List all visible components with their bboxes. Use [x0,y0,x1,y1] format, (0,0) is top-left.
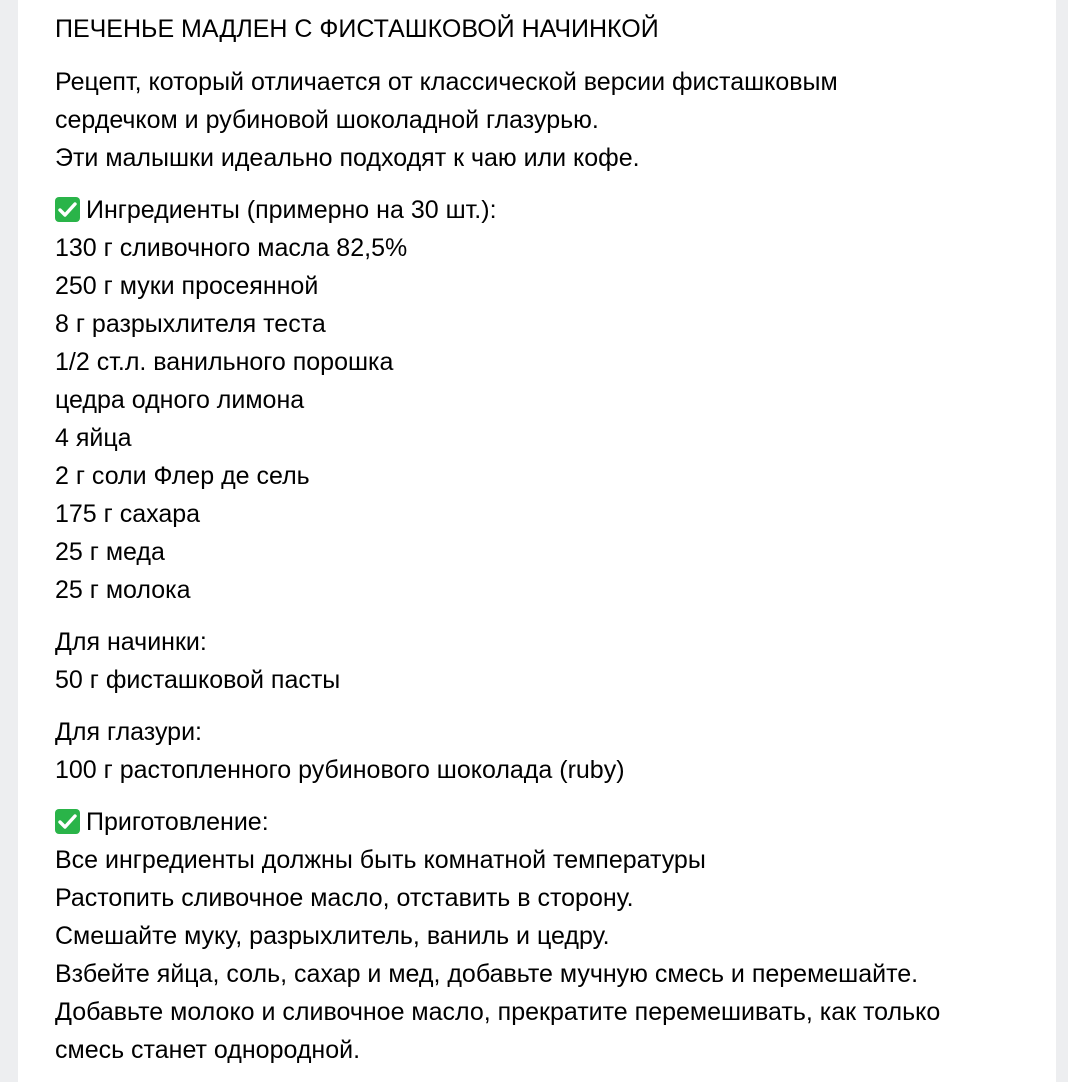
preparation-heading: Приготовление: [86,808,269,836]
filling-item: 50 г фисташковой пасты [55,666,341,694]
ingredients-heading: Ингредиенты (примерно на 30 шт.): [86,196,497,224]
preparation-step: Взбейте яйца, соль, сахар и мед, добавьте мучную смесь и перемешайте. [55,960,919,988]
ingredient-item: 8 г разрыхлителя теста [55,310,326,338]
ingredient-item: 2 г соли Флер де сель [55,462,310,490]
post-text [55,11,1035,1082]
glaze-item: 100 г растопленного рубинового шоколада (ruby) [55,756,625,784]
intro-line: сердечком и рубиновой шоколадной глазурью. [55,106,599,134]
preparation-step: Растопить сливочное масло, отставить в сторону. [55,884,634,912]
glaze-section [55,713,1035,789]
ingredient-item: 175 г сахара [55,500,201,528]
preparation-section [55,803,1035,1069]
preparation-step: смесь станет однородной. [55,1036,361,1064]
glaze-heading: Для глазури: [55,718,202,746]
check-mark-icon [55,809,80,834]
intro-line: Рецепт, который отличается от классической версии фисташковым [55,68,838,96]
filling-heading: Для начинки: [55,628,207,656]
ingredient-item: 25 г молока [55,576,191,604]
ingredient-item: 250 г муки просеянной [55,272,319,300]
filling-section [55,623,1035,699]
post-card [18,0,1056,1082]
post-title: ПЕЧЕНЬЕ МАДЛЕН С ФИСТАШКОВОЙ НАЧИНКОЙ [55,15,659,43]
intro-line: Эти малышки идеально подходят к чаю или кофе. [55,144,640,172]
check-mark-icon [55,197,80,222]
ingredient-item: 1/2 ст.л. ванильного порошка [55,348,394,376]
ingredient-item: 25 г меда [55,538,165,566]
ingredient-item: 4 яйца [55,424,132,452]
ingredients-section [55,191,1035,609]
preparation-step: Добавьте молоко и сливочное масло, прекратите перемешивать, как только [55,998,941,1026]
preparation-heading-line [55,803,1035,841]
ingredients-heading-line [55,191,1035,229]
intro-paragraph [55,63,1035,177]
ingredient-item: 130 г сливочного масла 82,5% [55,234,408,262]
preparation-step: Смешайте муку, разрыхлитель, ваниль и цедру. [55,922,610,950]
preparation-step: Все ингредиенты должны быть комнатной температуры [55,846,706,874]
ingredient-item: цедра одного лимона [55,386,305,414]
